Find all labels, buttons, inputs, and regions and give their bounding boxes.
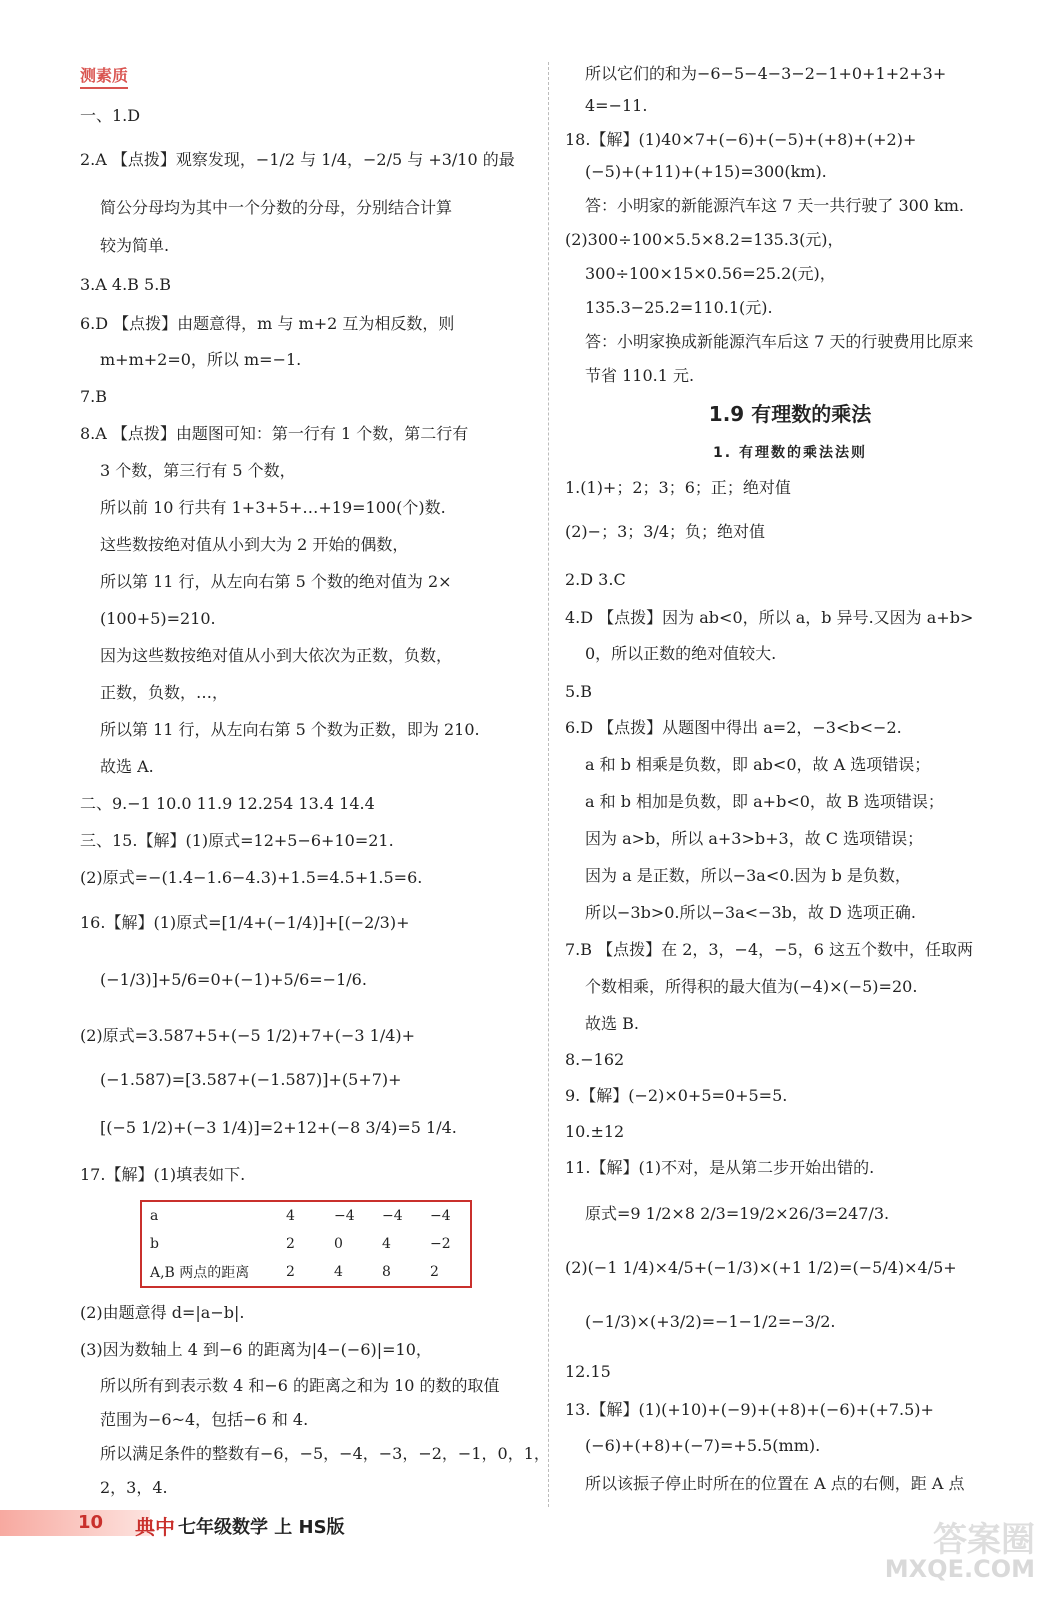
answer-r6-line4: 因为 a>b，所以 a+3>b+3，故 C 选项错误； [585,829,924,848]
answer-q3-5: 3.A 4.B 5.B [80,275,172,294]
answer-r8: 8.−162 [565,1050,625,1069]
answer-q8-line10: 故选 A. [100,757,154,776]
table-cell: 4 [286,1208,295,1224]
subsection-title: 1. 有理数的乘法法则 [713,445,867,461]
answer-q17-line5: 范围为−6~4，包括−6 和 4. [100,1410,309,1429]
answer-q8-line1: 8.A 【点拨】由题图可知：第一行有 1 个数，第二行有 [80,424,469,443]
table-cell: −2 [430,1236,451,1252]
answer-q16-line4: (−1.587)=[3.587+(−1.587)]+(5+7)+ [100,1070,402,1089]
answer-r2-3: 2.D 3.C [565,570,626,589]
table-cell: a [150,1208,159,1224]
answer-q8-line9: 所以第 11 行，从左向右第 5 个数为正数，即为 210. [100,720,480,739]
table-cell: 4 [334,1264,343,1280]
watermark-url: MXQE.COM [884,1555,1035,1583]
answer-q17-line3: (3)因为数轴上 4 到−6 的距离为|4−(−6)|=10， [80,1340,432,1359]
answer-q8-line7: 因为这些数按绝对值从小到大依次为正数，负数， [100,646,453,665]
answer-q6-line1: 6.D 【点拨】由题意得，m 与 m+2 互为相反数，则 [80,314,455,333]
answer-q16-line5: [(−5 1/2)+(−3 1/4)]=2+12+(−8 3/4)=5 1/4. [100,1118,457,1137]
answer-r11-line4: (−1/3)×(+3/2)=−1−1/2=−3/2. [585,1312,836,1331]
answer-r10: 10.±12 [565,1122,625,1141]
answer-q18-line7: 答：小明家换成新能源汽车后这 7 天的行驶费用比原来 [585,332,974,351]
answer-r5: 5.B [565,682,593,701]
answer-q15-line2: (2)原式=−(1.4−1.6−4.3)+1.5=4.5+1.5=6. [80,868,423,887]
answer-q6-line2: m+m+2=0，所以 m=−1. [100,350,302,369]
answer-q16-line1: 16.【解】(1)原式=[1/4+(−1/4)]+[(−2/3)+ [80,913,410,932]
table-cell: −4 [430,1208,451,1224]
footer-bar [0,1510,150,1536]
answer-r4-line1: 4.D 【点拨】因为 ab<0，所以 a，b 异号.又因为 a+b> [565,608,974,627]
answer-q9-14: 二、9.−1 10.0 11.9 12.254 13.4 14.4 [80,794,375,813]
answer-q18-line8: 节省 110.1 元. [585,366,695,385]
answer-r13-line2: (−6)+(+8)+(−7)=+5.5(mm). [585,1436,821,1455]
answer-q8-line6: (100+5)=210. [100,609,216,628]
table-cell: −4 [382,1208,403,1224]
answer-q8-line5: 所以第 11 行，从左向右第 5 个数的绝对值为 2× [100,572,452,591]
answer-q2-line3: 较为简单. [100,236,170,255]
answer-q17-head: 17.【解】(1)填表如下. [80,1165,246,1184]
answer-r11-line1: 11.【解】(1)不对，是从第二步开始出错的. [565,1158,875,1177]
answer-r7-line1: 7.B 【点拨】在 2，3，−4，−5，6 这五个数中，任取两 [565,940,973,959]
section-label: 测素质 [80,66,128,85]
answer-q18-line6: 135.3−25.2=110.1(元). [585,298,773,317]
answer-r9: 9.【解】(−2)×0+5=0+5=5. [565,1086,788,1105]
answer-r1-line2: (2)−；3；3/4；负；绝对值 [565,522,766,541]
answer-q7: 7.B [80,387,108,406]
table-cell: 2 [286,1264,295,1280]
answer-r6-line5: 因为 a 是正数，所以−3a<0.因为 b 是负数， [585,866,911,885]
table-row [141,1258,471,1287]
page-number: 10 [78,1512,104,1533]
answer-r12: 12.15 [565,1362,611,1381]
answer-r11-line3: (2)(−1 1/4)×4/5+(−1/3)×(+1 1/2)=(−5/4)×4/5+ [565,1258,957,1277]
answer-q17-line2: (2)由题意得 d=|a−b|. [80,1303,245,1322]
answer-q8-line4: 这些数按绝对值从小到大为 2 开始的偶数， [100,535,409,554]
answer-q18-line5: 300÷100×15×0.56=25.2(元)， [585,264,836,283]
answer-r7-line2: 个数相乘，所得积的最大值为(−4)×(−5)=20. [585,977,918,996]
answer-q8-line3: 所以前 10 行共有 1+3+5+…+19=100(个)数. [100,498,446,517]
answer-q16-line2: (−1/3)]+5/6=0+(−1)+5/6=−1/6. [100,970,367,989]
answer-q8-line2: 3 个数，第三行有 5 个数， [100,461,296,480]
table-cell: b [150,1236,159,1252]
answer-r6-line2: a 和 b 相乘是负数，即 ab<0，故 A 选项错误； [585,755,931,774]
book-title: 七年级数学 上 HS版 [178,1517,345,1538]
answer-r4-line2: 0，所以正数的绝对值较大. [585,644,777,663]
distance-table [140,1200,472,1288]
answer-q18-line3: 答：小明家的新能源汽车这 7 天一共行驶了 300 km. [585,196,965,215]
answer-q17-line6: 所以满足条件的整数有−6，−5，−4，−3，−2，−1，0，1， [100,1444,550,1463]
table-cell: −4 [334,1208,355,1224]
answer-q1: 一、1.D [80,106,141,125]
answer-r6-line6: 所以−3b>0.所以−3a<−3b，故 D 选项正确. [585,903,916,922]
table-cell: 2 [430,1264,439,1280]
answer-q2-line2: 简公分母均为其中一个分数的分母，分别结合计算 [100,198,453,217]
table-cell: 2 [286,1236,295,1252]
column-divider [548,62,549,1507]
table-row [141,1201,471,1230]
answer-r7-line3: 故选 B. [585,1014,639,1033]
brand-logo: 典中 [135,1515,175,1539]
table-row [141,1230,471,1258]
answer-q2-line1: 2.A 【点拨】观察发现，−1/2 与 1/4，−2/5 与 +3/10 的最 [80,150,515,169]
continued-line1: 所以它们的和为−6−5−4−3−2−1+0+1+2+3+ [585,64,947,83]
answer-q16-line3: (2)原式=3.587+5+(−5 1/2)+7+(−3 1/4)+ [80,1026,416,1045]
answer-r13-line3: 所以该振子停止时所在的位置在 A 点的右侧，距 A 点 [585,1474,965,1493]
section-title: 1.9 有理数的乘法 [708,402,872,426]
watermark-text: 答案圈 [933,1520,1035,1560]
table-cell: 8 [382,1264,391,1280]
answer-r6-line1: 6.D 【点拨】从题图中得出 a=2，−3<b<−2. [565,718,902,737]
answer-q17-line4: 所以所有到表示数 4 和−6 的距离之和为 10 的数的取值 [100,1376,500,1395]
table-cell: 4 [382,1236,391,1252]
answer-q8-line8: 正数，负数，…， [100,683,229,702]
answer-q18-line1: 18.【解】(1)40×7+(−6)+(−5)+(+8)+(+2)+ [565,130,917,149]
answer-r13-line1: 13.【解】(1)(+10)+(−9)+(+8)+(−6)+(+7.5)+ [565,1400,934,1419]
continued-line2: 4=−11. [585,96,648,115]
answer-r6-line3: a 和 b 相加是负数，即 a+b<0，故 B 选项错误； [585,792,944,811]
answer-q17-line7: 2，3，4. [100,1478,168,1497]
answer-r11-line2: 原式=9 1/2×8 2/3=19/2×26/3=247/3. [585,1204,890,1223]
table-cell: 0 [334,1236,343,1252]
answer-q15-line1: 三、15.【解】(1)原式=12+5−6+10=21. [80,831,394,850]
table-cell: A,B 两点的距离 [150,1265,250,1281]
answer-q18-line2: (−5)+(+11)+(+15)=300(km). [585,162,827,181]
answer-r1-line1: 1.(1)+；2；3；6；正；绝对值 [565,478,791,497]
answer-q18-line4: (2)300÷100×5.5×8.2=135.3(元)， [565,230,844,249]
